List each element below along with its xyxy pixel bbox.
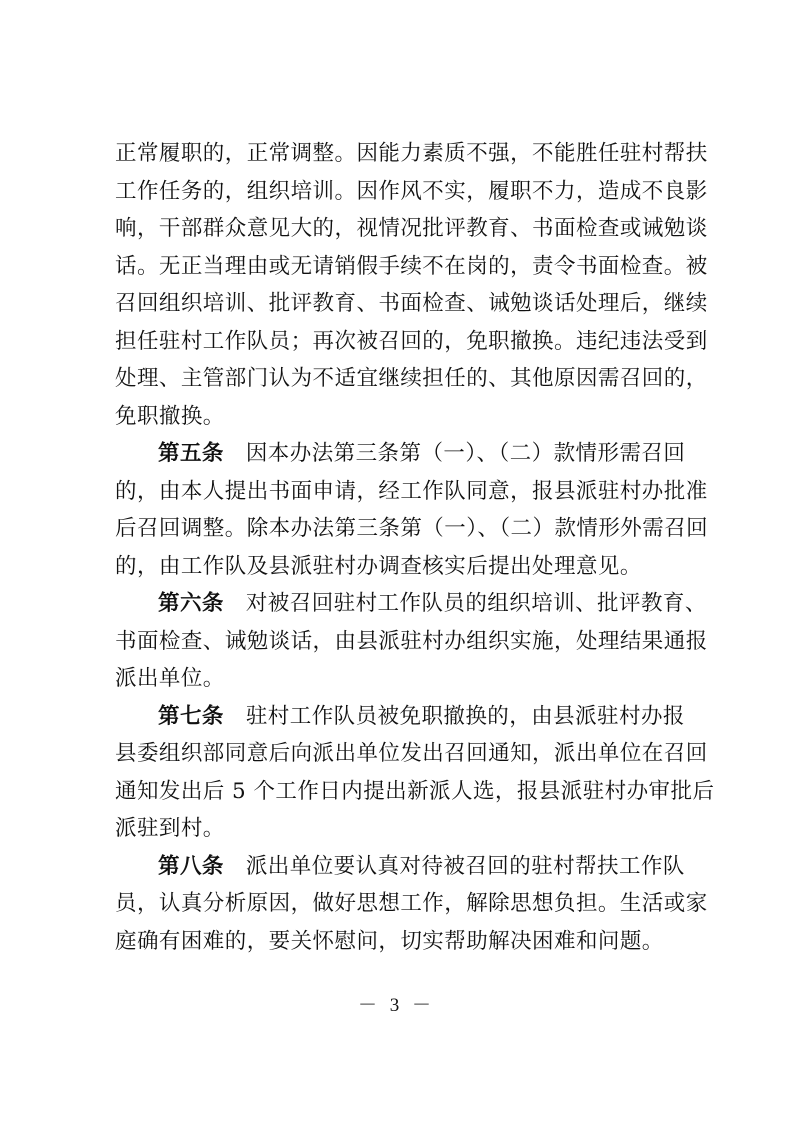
article-5	[115, 435, 709, 585]
text-line: 通知发出后 5 个工作日内提出新派人选，报县派驻村办审批后	[115, 778, 715, 804]
text-line: 召回组织培训、批评教育、书面检查、诫勉谈话处理后，继续	[115, 291, 708, 316]
text-line: 担任驻村工作队员；再次被召回的，免职撤换。违纪违法受到	[115, 328, 708, 354]
text-line: 免职撤换。	[115, 403, 225, 429]
article-first-line	[115, 585, 707, 623]
article-7	[115, 698, 715, 848]
text-line: 县委组织部同意后向派出单位发出召回通知，派出单位在召回	[115, 741, 708, 766]
text-line: 正常履职的，正常调整。因能力素质不强，不能胜任驻村帮扶	[115, 141, 708, 166]
text-line: 员，认真分析原因，做好思想工作，解除思想负担。生活或家	[115, 891, 708, 916]
article-label: 第七条	[158, 703, 224, 729]
article-label: 第六条	[158, 591, 224, 616]
text-line: 响，干部群众意见大的，视情况批评教育、书面检查或诫勉谈	[115, 216, 708, 241]
article-first-text: 对被召回驻村工作队员的组织培训、批评教育、	[245, 591, 707, 616]
text-line: 处理、主管部门认为不适宜继续担任的、其他原因需召回的，	[115, 366, 708, 391]
document-body	[115, 135, 715, 960]
text-line: 庭确有困难的，要关怀慰问，切实帮助解决困难和问题。	[115, 928, 664, 954]
article-6	[115, 585, 708, 698]
article-first-text: 派出单位要认真对待被召回的驻村帮扶工作队	[245, 853, 685, 879]
article-label: 第八条	[158, 853, 224, 879]
article-label: 第五条	[158, 441, 224, 466]
article-first-text: 因本办法第三条第（一）、（二）款情形需召回	[245, 441, 686, 466]
article-first-line	[115, 435, 685, 473]
text-line: 工作任务的，组织培训。因作风不实，履职不力，造成不良影	[115, 178, 708, 204]
text-line: 的，由本人提出书面申请，经工作队同意，报县派驻村办批准	[115, 478, 708, 504]
page-number: － 3 －	[357, 995, 435, 1016]
text-line: 书面检查、诫勉谈话，由县派驻村办组织实施，处理结果通报	[115, 628, 708, 654]
article-first-line	[115, 698, 685, 736]
continuation-paragraph	[115, 135, 708, 435]
text-line: 话。无正当理由或无请销假手续不在岗的，责令书面检查。被	[115, 253, 708, 279]
text-line: 的，由工作队及县派驻村办调查核实后提出处理意见。	[115, 553, 642, 579]
article-first-text: 驻村工作队员被免职撤换的，由县派驻村办报	[245, 703, 685, 729]
text-line: 后召回调整。除本办法第三条第（一）、（二）款情形外需召回	[115, 516, 709, 541]
article-first-line	[115, 848, 685, 886]
text-line: 派出单位。	[115, 666, 225, 691]
text-line: 派驻到村。	[115, 816, 225, 841]
article-8	[115, 848, 708, 961]
